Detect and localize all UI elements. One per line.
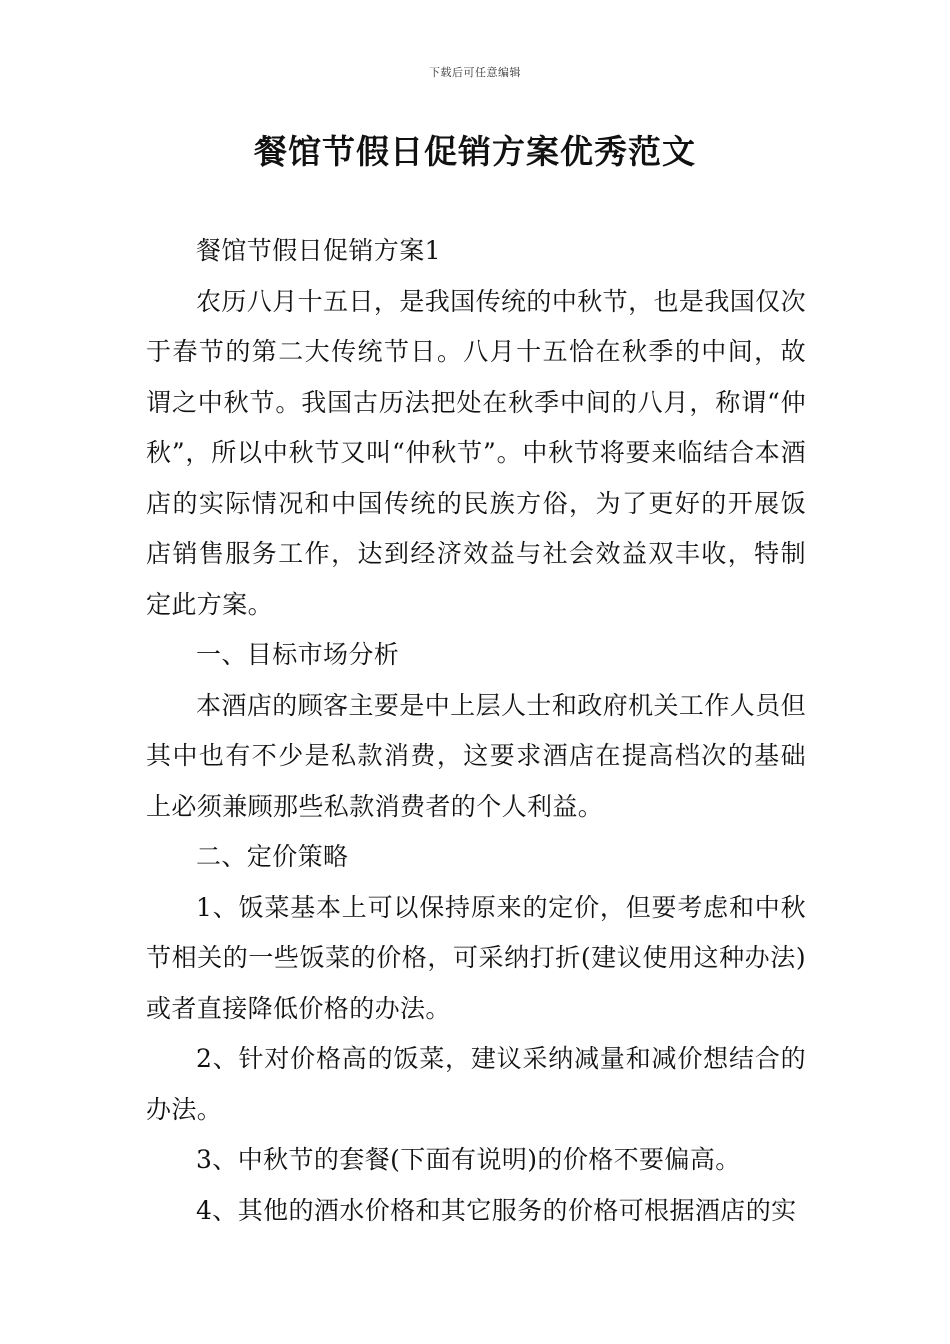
- document-body: [146, 226, 806, 1236]
- document-title: 餐馆节假日促销方案优秀范文: [254, 132, 696, 171]
- list-item: 1、饭菜基本上可以保持原来的定价，但要考虑和中秋节相关的一些饭菜的价格，可采纳打折(建议使用这种办法)或者直接降低价格的办法。: [146, 892, 806, 1023]
- header-note: 下载后可任意编辑: [429, 66, 521, 79]
- list-item: 4、其他的酒水价格和其它服务的价格可根据酒店的实: [196, 1195, 797, 1225]
- list-item: 3、中秋节的套餐(下面有说明)的价格不要偏高。: [196, 1145, 741, 1174]
- list-item: 2、针对价格高的饭菜，建议采纳减量和减价想结合的办法。: [146, 1044, 806, 1124]
- section-heading: 二、定价策略: [196, 842, 349, 871]
- section-heading: 餐馆节假日促销方案1: [196, 236, 441, 265]
- paragraph: 农历八月十五日，是我国传统的中秋节，也是我国仅次于春节的第二大传统节日。八月十五恰在秋季的中间，故谓之中秋节。我国古历法把处在秋季中间的八月，称谓“仲秋”，所以中秋节又叫“仲秋节”。中秋节将要来临结合本酒店的实际情况和中国传统的民族方俗，为了更好的开展饭店销售服务工作，达到经济效益与社会效益双丰收，特制定此方案。: [146, 286, 806, 619]
- paragraph: 本酒店的顾客主要是中上层人士和政府机关工作人员但其中也有不少是私款消费，这要求酒店在提高档次的基础上必须兼顾那些私款消费者的个人利益。: [146, 690, 806, 821]
- section-heading: 一、目标市场分析: [196, 640, 400, 669]
